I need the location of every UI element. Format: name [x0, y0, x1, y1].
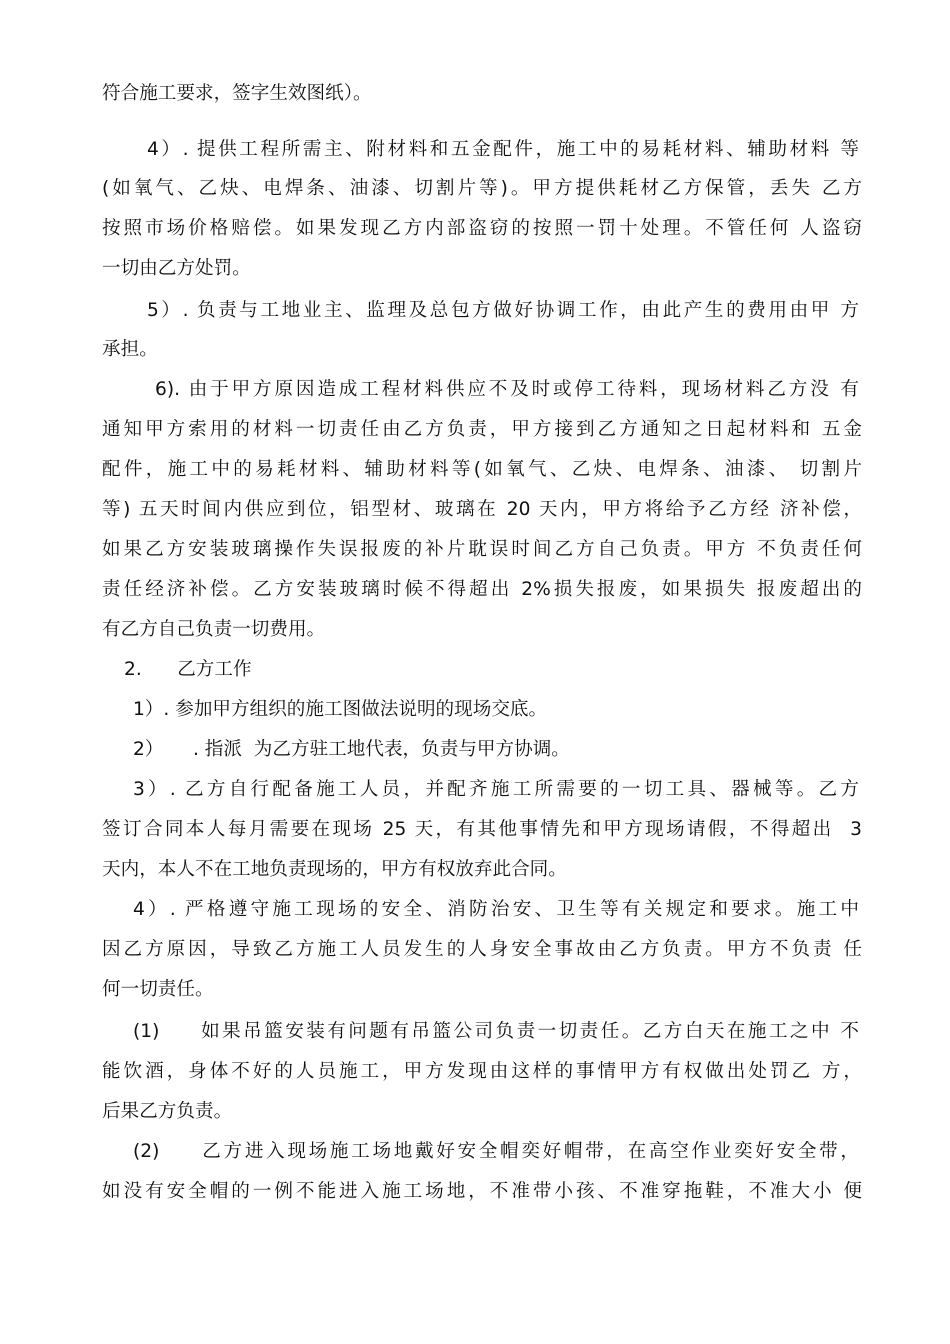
- text-line-5: 一切由乙方处罚。: [102, 258, 251, 279]
- text-line-18: 3）. 乙方自行配备施工人员，并配齐施工所需要的一切工具、器械等。乙方: [133, 779, 859, 800]
- text-line-14: 有乙方自己负责一切费用。: [102, 619, 326, 640]
- text-line-2: 4）. 提供工程所需主、附材料和五金配件，施工中的易耗材料、辅助材料 等: [147, 139, 859, 160]
- text-line-20: 天内，本人不在工地负责现场的，甲方有权放弃此合同。: [102, 859, 567, 880]
- text-line-22: 因乙方原因，导致乙方施工人员发生的人身安全事故由乙方负责。甲方不负责 任: [102, 939, 862, 960]
- text-line-21: 4）. 严格遵守施工现场的安全、消防治安、卫生等有关规定和要求。施工中: [133, 899, 859, 920]
- text-line-28: 如没有安全帽的一例不能进入施工场地，不准带小孩、不准穿拖鞋，不准大小 便: [102, 1181, 862, 1202]
- text-line-13: 责任经济补偿。乙方安装玻璃时候不得超出 2%损失报废，如果损失 报废超出的: [102, 579, 862, 600]
- text-line-24: (1) 如果吊篮安装有问题有吊篮公司负责一切责任。乙方白天在施工之中 不: [133, 1021, 859, 1042]
- text-line-26: 后果乙方负责。: [102, 1101, 233, 1122]
- text-line-8: 6). 由于甲方原因造成工程材料供应不及时或停工待料，现场材料乙方没 有: [155, 379, 859, 400]
- text-line-9: 通知甲方索用的材料一切责任由乙方负责，甲方接到乙方通知之日起材料和 五金: [102, 419, 862, 440]
- text-line-10: 配件，施工中的易耗材料、辅助材料等(如氧气、乙炔、电焊条、油漆、 切割片: [102, 459, 862, 480]
- text-line-1: 符合施工要求，签字生效图纸）。: [102, 83, 372, 104]
- section-heading: 2. 乙方工作: [124, 659, 252, 680]
- text-line-11: 等) 五天时间内供应到位，铝型材、玻璃在 20 天内，甲方将给予乙方经 济补偿，: [102, 499, 862, 520]
- text-line-7: 承担。: [102, 339, 158, 360]
- text-line-12: 如果乙方安装玻璃操作失误报废的补片耽误时间乙方自己负责。甲方 不负责任何: [102, 539, 862, 560]
- text-line-19: 签订合同本人每月需要在现场 25 天，有其他事情先和甲方现场请假，不得超出 3: [102, 819, 862, 840]
- text-line-25: 能饮酒，身体不好的人员施工，甲方发现由这样的事情甲方有权做出处罚乙 方，: [102, 1061, 862, 1082]
- text-line-27: (2) 乙方进入现场施工场地戴好安全帽奕好帽带，在高空作业奕好安全带，: [133, 1141, 859, 1162]
- text-line-23: 何一切责任。: [102, 979, 214, 1000]
- text-line-6: 5）. 负责与工地业主、监理及总包方做好协调工作，由此产生的费用由甲 方: [147, 300, 859, 321]
- text-line-4: 按照市场价格赔偿。如果发现乙方内部盗窃的按照一罚十处理。不管任何 人盗窃: [102, 218, 862, 239]
- text-line-3: (如氧气、乙炔、电焊条、油漆、切割片等)。甲方提供耗材乙方保管，丢失 乙方: [102, 178, 862, 199]
- text-line-17: 2） . 指派 为乙方驻工地代表，负责与甲方协调。: [133, 739, 570, 760]
- text-line-16: 1）. 参加甲方组织的施工图做法说明的现场交底。: [133, 699, 548, 720]
